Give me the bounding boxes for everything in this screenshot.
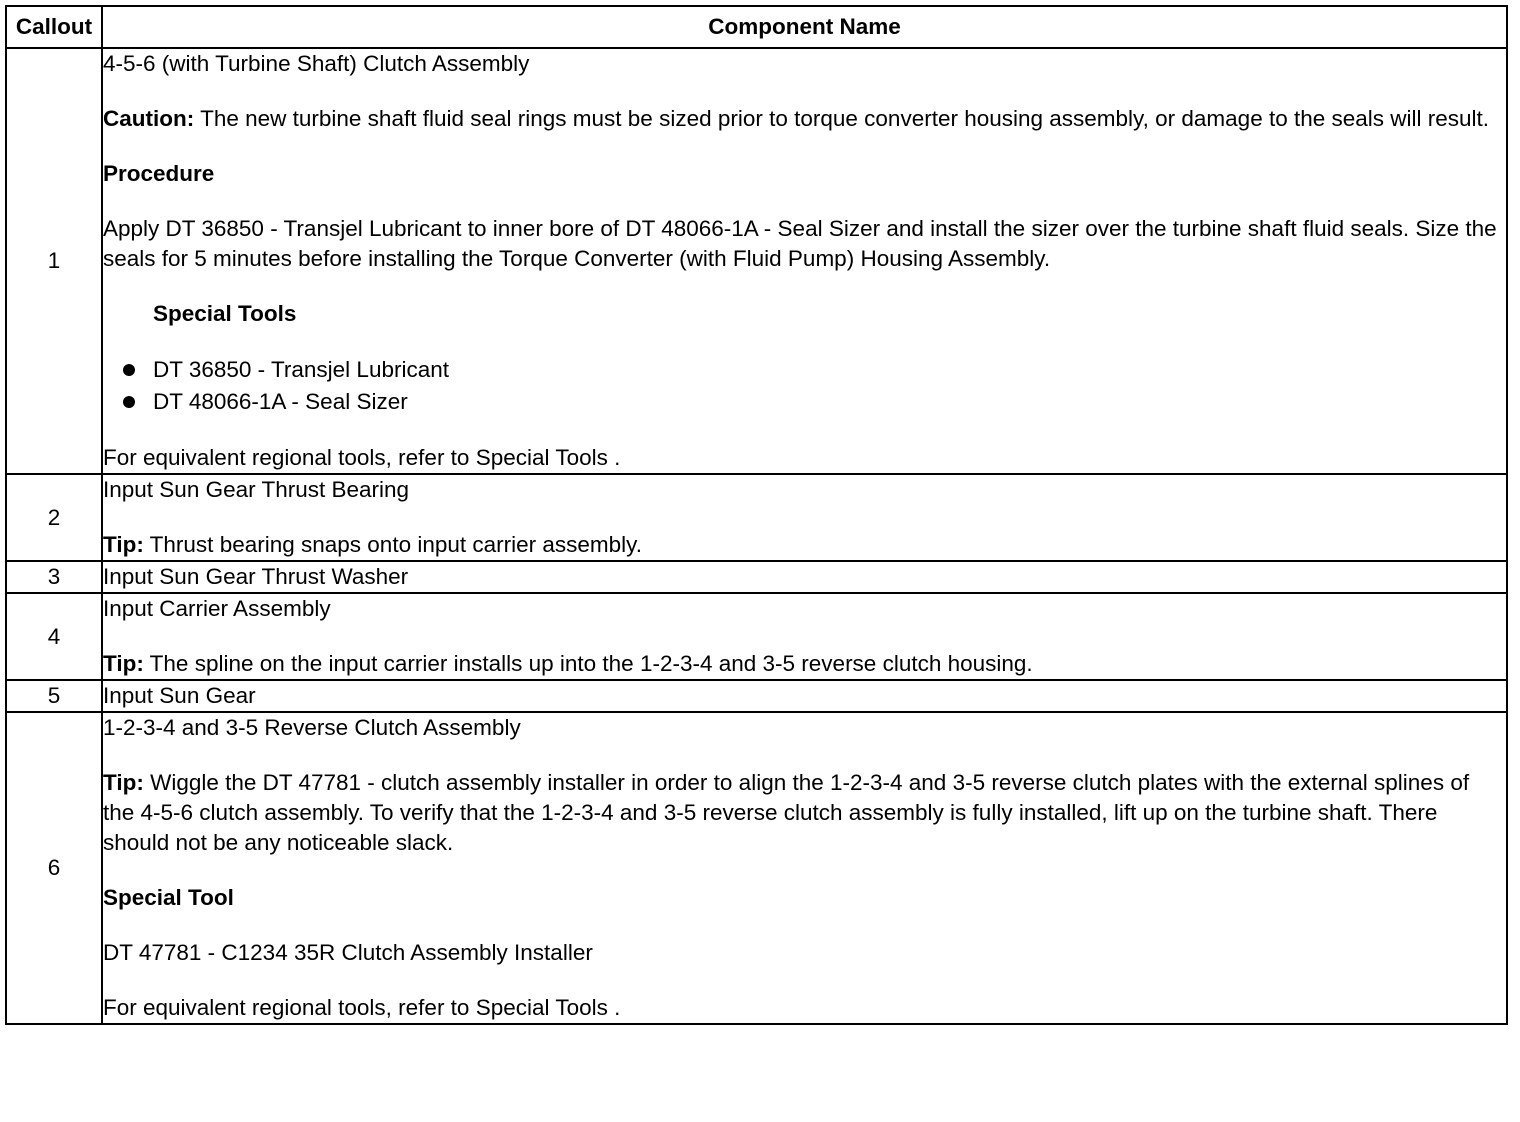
component-description: [102, 474, 1507, 561]
component-description: [102, 48, 1507, 474]
component-table: [5, 5, 1508, 1025]
table-row: [6, 593, 1507, 680]
component-description: [102, 712, 1507, 1024]
tip-label: Tip:: [103, 651, 144, 676]
table-row: [6, 680, 1507, 712]
component-description: [102, 593, 1507, 680]
component-description: [102, 680, 1507, 712]
list-item: DT 36850 - Transjel Lubricant: [123, 354, 1506, 386]
special-tools-list: [103, 354, 1506, 418]
tip-label: Tip:: [103, 770, 144, 795]
regional-tools-note: For equivalent regional tools, refer to Special Tools .: [103, 445, 621, 470]
tip-note: [103, 768, 1506, 858]
tip-text: The spline on the input carrier installs up into the 1-2-3-4 and 3-5 reverse clutch housing.: [143, 651, 1033, 676]
tip-text: Wiggle the DT 47781 - clutch assembly installer in order to align the 1-2-3-4 and 3-5 reverse clutch plates with the external splines of the 4-5-6 clutch assembly. To verify that the 1-2-3-4 and 3-5 reverse clutch assembly is fully installed, lift up on the turbine shaft. There should not be any noticeable slack.: [103, 770, 1470, 855]
list-item: DT 48066-1A - Seal Sizer: [123, 386, 1506, 418]
component-name: Input Sun Gear: [103, 683, 256, 708]
callout-number: 5: [6, 680, 102, 712]
procedure-text: Apply DT 36850 - Transjel Lubricant to inner bore of DT 48066-1A - Seal Sizer and install the sizer over the turbine shaft fluid seals. Size the seals for 5 minutes before installing the Torque Converter (with Fluid Pump) Housing Assembly.: [103, 216, 1497, 271]
special-tools-heading: Special Tools: [153, 301, 297, 326]
special-tool-heading: Special Tool: [103, 885, 234, 910]
callout-number: 4: [6, 593, 102, 680]
component-name: 4-5-6 (with Turbine Shaft) Clutch Assembly: [103, 51, 530, 76]
callout-number: 6: [6, 712, 102, 1024]
component-description: [102, 561, 1507, 593]
component-name: Input Sun Gear Thrust Bearing: [103, 477, 410, 502]
caution-text: The new turbine shaft fluid seal rings must be sized prior to torque converter housing assembly, or damage to the seals will result.: [194, 106, 1490, 131]
regional-tools-note: For equivalent regional tools, refer to Special Tools .: [103, 995, 621, 1020]
tip-note: [103, 530, 1506, 560]
tip-label: Tip:: [103, 532, 144, 557]
table-row: [6, 474, 1507, 561]
callout-number: 3: [6, 561, 102, 593]
caution-note: [103, 104, 1506, 134]
caution-label: Caution:: [103, 106, 195, 131]
tip-note: [103, 649, 1506, 679]
component-name: 1-2-3-4 and 3-5 Reverse Clutch Assembly: [103, 715, 521, 740]
component-name: Input Carrier Assembly: [103, 596, 331, 621]
component-name: Input Sun Gear Thrust Washer: [103, 564, 409, 589]
table-header-row: [6, 6, 1507, 48]
callout-number: 2: [6, 474, 102, 561]
callout-column-header: Callout: [6, 6, 102, 48]
callout-number: 1: [6, 48, 102, 474]
table-row: [6, 712, 1507, 1024]
table-row: [6, 48, 1507, 474]
procedure-heading: Procedure: [103, 161, 215, 186]
table-row: [6, 561, 1507, 593]
tip-text: Thrust bearing snaps onto input carrier assembly.: [143, 532, 642, 557]
component-name-column-header: Component Name: [102, 6, 1507, 48]
special-tool-name: DT 47781 - C1234 35R Clutch Assembly Installer: [103, 940, 593, 965]
